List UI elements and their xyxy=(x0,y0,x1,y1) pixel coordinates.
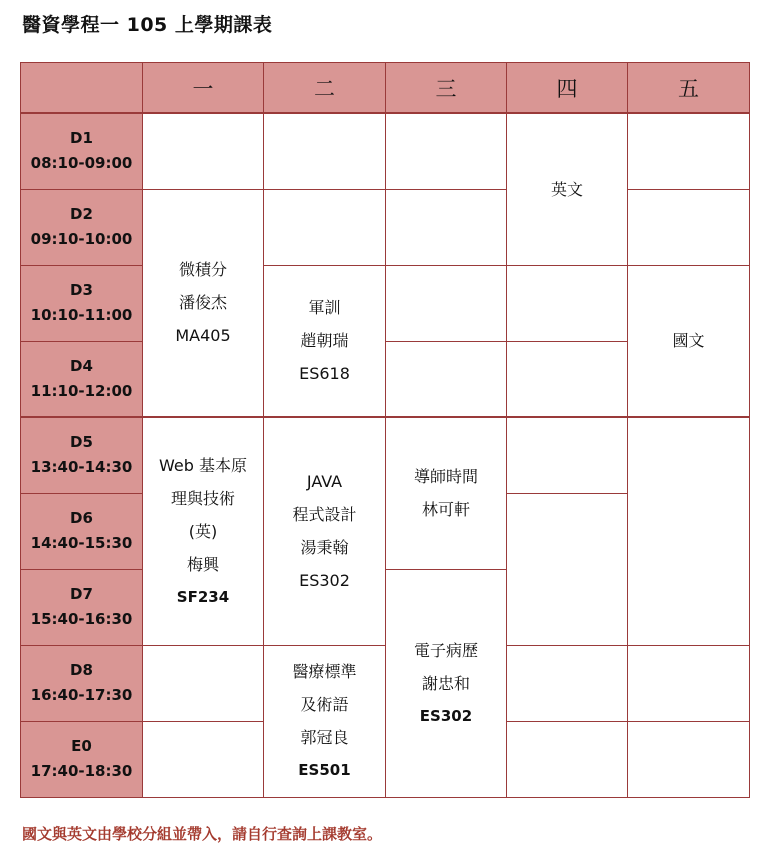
course-room: ES302 xyxy=(419,706,473,725)
empty-cell xyxy=(628,721,750,797)
day-header-mon: 一 xyxy=(143,63,264,114)
course-name-line2: 及術語 xyxy=(300,695,349,714)
empty-cell xyxy=(507,417,628,493)
period-time: 14:40-15:30 xyxy=(30,534,133,552)
period-label-d7 xyxy=(21,569,143,645)
course-room: ES618 xyxy=(299,364,350,384)
course-teacher: 趙朝瑞 xyxy=(300,331,349,351)
period-row xyxy=(21,265,750,341)
period-code: D1 xyxy=(70,129,93,148)
period-time: 08:10-09:00 xyxy=(30,154,133,173)
course-java xyxy=(264,417,386,645)
course-calculus xyxy=(143,189,264,417)
period-code: D3 xyxy=(70,281,93,299)
course-room: ES302 xyxy=(299,571,350,591)
period-time: 17:40-18:30 xyxy=(30,762,133,780)
course-name: 導師時間 xyxy=(413,467,478,487)
course-standards xyxy=(264,645,386,797)
period-code: D2 xyxy=(70,205,93,223)
empty-cell xyxy=(507,341,628,417)
empty-cell xyxy=(264,113,386,189)
period-code: D6 xyxy=(70,509,93,527)
period-time: 11:10-12:00 xyxy=(30,381,133,400)
empty-cell xyxy=(143,645,264,721)
course-room: SF234 xyxy=(176,587,230,606)
course-emr xyxy=(386,569,507,797)
course-mentor xyxy=(386,417,507,569)
course-room: MA405 xyxy=(175,326,231,346)
course-teacher: 湯秉翰 xyxy=(300,538,349,558)
period-time: 16:40-17:30 xyxy=(30,686,133,704)
day-header-tue: 二 xyxy=(264,63,386,114)
course-teacher: 郭冠良 xyxy=(300,728,349,747)
empty-cell xyxy=(386,341,507,417)
period-label-d4 xyxy=(21,341,143,417)
empty-cell xyxy=(386,113,507,189)
empty-cell xyxy=(386,265,507,341)
page-title: 醫資學程一 105 上學期課表 xyxy=(22,14,273,36)
course-name-line2: 理與技術 xyxy=(170,488,235,508)
period-label-d1 xyxy=(21,113,143,189)
course-teacher: 潘俊杰 xyxy=(178,293,227,313)
course-name-line3: (英) xyxy=(188,521,218,541)
period-time: 13:40-14:30 xyxy=(30,458,133,477)
course-name: 國文 xyxy=(672,331,705,351)
empty-cell xyxy=(507,721,628,797)
header-row xyxy=(21,63,750,114)
period-row xyxy=(21,189,750,265)
course-chinese xyxy=(628,265,750,417)
period-label-d3 xyxy=(21,265,143,341)
course-room: ES501 xyxy=(298,761,351,779)
course-teacher: 謝忠和 xyxy=(421,673,470,693)
corner-cell xyxy=(21,63,143,114)
course-name: 微積分 xyxy=(178,260,227,280)
footnote: 國文與英文由學校分組並帶入，請自行查詢上課教室。 xyxy=(22,825,383,843)
empty-cell xyxy=(507,265,628,341)
course-military xyxy=(264,265,386,417)
day-header-fri: 五 xyxy=(628,63,750,114)
period-label-d8 xyxy=(21,645,143,721)
day-header-wed: 三 xyxy=(386,63,507,114)
empty-cell xyxy=(628,189,750,265)
period-row xyxy=(21,645,750,721)
course-name-line1: JAVA xyxy=(306,472,343,492)
course-name: 軍訓 xyxy=(308,298,341,318)
empty-cell xyxy=(628,113,750,189)
period-time: 15:40-16:30 xyxy=(30,610,133,628)
empty-cell xyxy=(628,645,750,721)
empty-cell xyxy=(628,417,750,645)
day-header-thu: 四 xyxy=(507,63,628,114)
period-code: D8 xyxy=(70,661,93,679)
empty-cell xyxy=(507,645,628,721)
empty-cell xyxy=(264,189,386,265)
period-code: D4 xyxy=(70,356,93,375)
course-name: 電子病歷 xyxy=(413,640,478,660)
period-time: 09:10-10:00 xyxy=(30,230,133,248)
empty-cell xyxy=(143,721,264,797)
course-name-line1: Web 基本原 xyxy=(159,455,247,475)
course-english xyxy=(507,113,628,265)
empty-cell xyxy=(507,493,628,645)
timetable xyxy=(20,62,750,798)
period-label-d2 xyxy=(21,189,143,265)
period-code: D5 xyxy=(70,433,93,452)
empty-cell xyxy=(143,113,264,189)
period-code: E0 xyxy=(71,737,92,755)
empty-cell xyxy=(386,189,507,265)
course-teacher: 梅興 xyxy=(186,554,219,574)
course-name-line1: 醫療標準 xyxy=(292,662,357,681)
period-label-d6 xyxy=(21,493,143,569)
period-row xyxy=(21,417,750,493)
period-time: 10:10-11:00 xyxy=(30,306,133,324)
course-name: 英文 xyxy=(550,179,583,199)
period-label-e0 xyxy=(21,721,143,797)
course-web xyxy=(143,417,264,645)
period-code: D7 xyxy=(70,585,93,603)
period-row xyxy=(21,113,750,189)
course-teacher: 林可軒 xyxy=(421,500,470,520)
period-label-d5 xyxy=(21,417,143,493)
course-name-line2: 程式設計 xyxy=(292,505,357,525)
